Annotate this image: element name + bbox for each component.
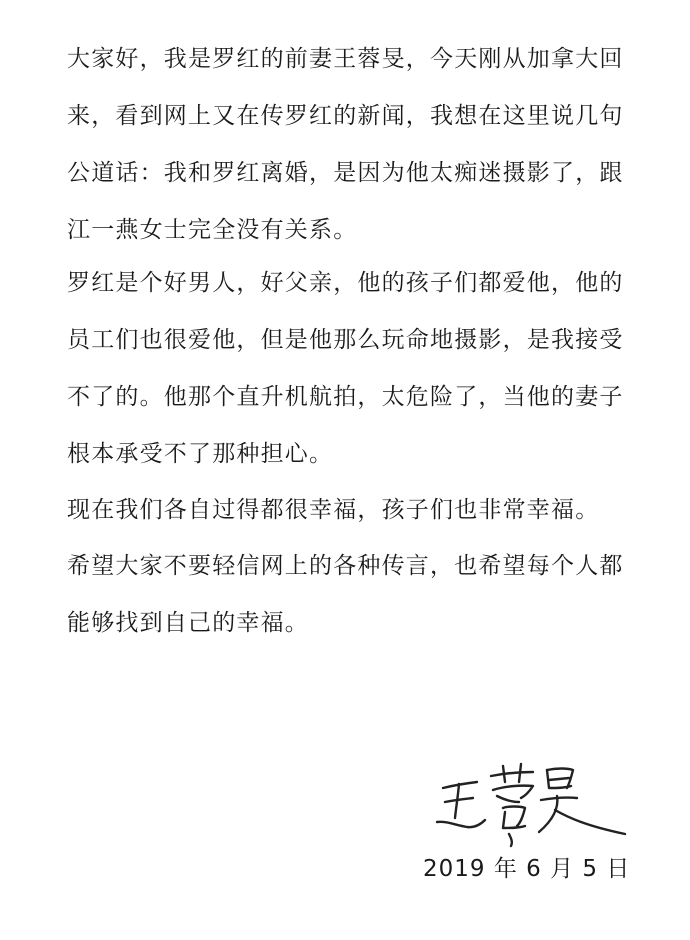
paragraph-3-line-1: 现在我们各自过得都很幸福，孩子们也非常幸福。: [67, 497, 600, 523]
handwritten-signature: [425, 752, 635, 848]
letter-date: 2019 年 6 月 5 日: [423, 856, 631, 882]
paragraph-1-line-4: 江一燕女士完全没有关系。: [67, 217, 358, 243]
paragraph-2-line-2: 员工们也很爱他，但是他那么玩命地摄影，是我接受: [67, 327, 624, 353]
paragraph-2-line-1: 罗红是个好男人，好父亲，他的孩子们都爱他，他的: [67, 270, 624, 296]
paragraph-4-line-2: 能够找到自己的幸福。: [67, 610, 309, 636]
paragraph-1-line-1: 大家好，我是罗红的前妻王蓉旻，今天刚从加拿大回: [67, 46, 624, 72]
paragraph-1-line-3: 公道话：我和罗红离婚，是因为他太痴迷摄影了，跟: [67, 160, 624, 186]
paragraph-2-line-4: 根本承受不了那种担心。: [67, 441, 334, 467]
paragraph-4-line-1: 希望大家不要轻信网上的各种传言，也希望每个人都: [67, 553, 624, 579]
paragraph-1-line-2: 来，看到网上又在传罗红的新闻，我想在这里说几句: [67, 103, 624, 129]
paragraph-2-line-3: 不了的。他那个直升机航拍，太危险了，当他的妻子: [67, 384, 624, 410]
